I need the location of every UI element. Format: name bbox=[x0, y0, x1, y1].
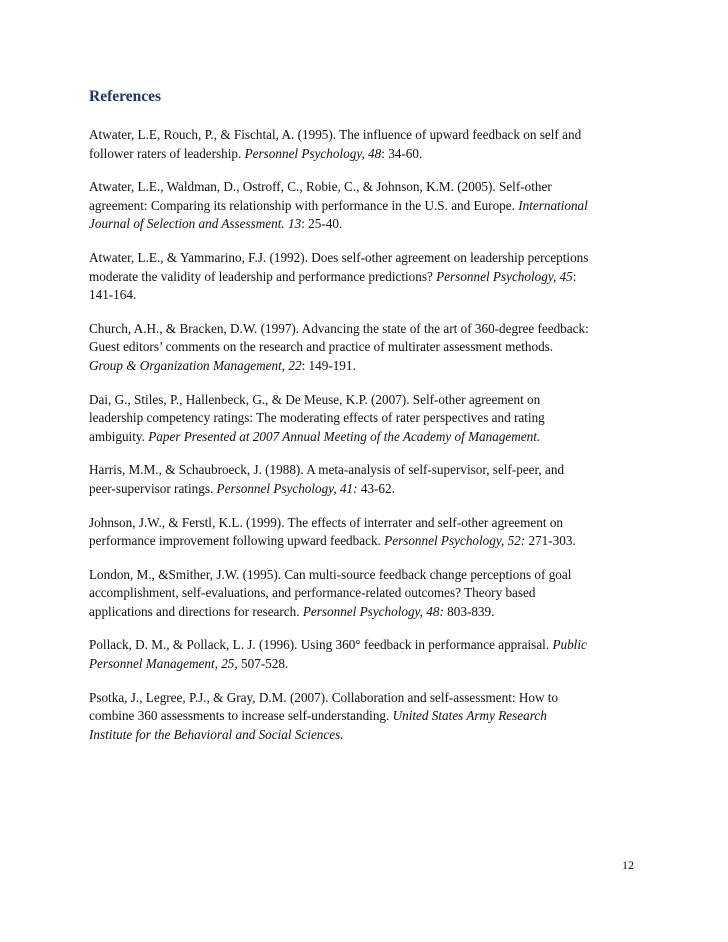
reference-text: Atwater, L.E, Rouch, P., & Fischtal, A. (1995). The influence of upward feedback on self and follower raters of leadership. bbox=[89, 127, 582, 161]
references-heading: References bbox=[89, 88, 162, 105]
page-number: 12 bbox=[622, 858, 634, 872]
reference-text: 271-303. bbox=[525, 533, 576, 549]
reference-entry bbox=[89, 566, 649, 622]
reference-source: Personnel Psychology, 48 bbox=[244, 145, 382, 161]
reference-text: 507-528. bbox=[237, 656, 289, 672]
reference-text: : 149-191. bbox=[301, 357, 356, 373]
reference-text: : 34-60. bbox=[381, 145, 423, 161]
reference-source: Group & Organization Management, 22 bbox=[89, 357, 302, 373]
reference-entry bbox=[89, 689, 649, 745]
reference-entry bbox=[89, 391, 649, 447]
reference-source: Paper Presented at 2007 Annual Meeting of the Academy of Management. bbox=[148, 428, 541, 444]
reference-source: Personnel Psychology, 48: bbox=[302, 603, 444, 619]
reference-entry bbox=[89, 249, 649, 305]
reference-text: : 141-164. bbox=[89, 268, 577, 303]
reference-text: London, M., &Smither, J.W. (1995). Can multi-source feedback change perceptions of goal accomplishment, self-evaluations, and performance-related outcomes? Theory based applications and directions for research. bbox=[89, 566, 572, 619]
reference-source: United States Army Research Institute for the Behavioral and Social Sciences. bbox=[89, 708, 547, 742]
reference-source: Personnel Psychology, 52: bbox=[384, 533, 526, 549]
reference-text: Pollack, D. M., & Pollack, L. J. (1996). Using 360° feedback in performance appraisal. bbox=[89, 637, 553, 653]
reference-source: International Journal of Selection and Assessment. 13 bbox=[89, 197, 588, 232]
reference-text: Atwater, L.E., Waldman, D., Ostroff, C., Robie, C., & Johnson, K.M. (2005). Self-other agreement: Comparing its relationship with performance in the U.S. and Europe. bbox=[89, 179, 552, 213]
reference-source: Personnel Psychology, 41: bbox=[216, 480, 358, 496]
reference-entry bbox=[89, 461, 649, 498]
reference-text: Church, A.H., & Bracken, D.W. (1997). Advancing the state of the art of 360-degree feedback: Guest editors’ comments on the research and practice of multirater assessment methods. bbox=[89, 320, 589, 355]
reference-text: Harris, M.M., & Schaubroeck, J. (1988). A meta-analysis of self-supervisor, self-peer, and peer-supervisor ratings. bbox=[89, 462, 565, 496]
reference-entry bbox=[89, 126, 649, 163]
reference-text: : 25-40. bbox=[301, 216, 343, 232]
reference-text: Dai, G., Stiles, P., Hallenbeck, G., & De Meuse, K.P. (2007). Self-other agreement on leadership competency ratings: The moderating effects of rater perspectives and rating ambiguity. bbox=[89, 391, 545, 444]
reference-entry bbox=[89, 514, 649, 551]
reference-source: Public Personnel Management, 25, bbox=[89, 637, 587, 672]
reference-text: Johnson, J.W., & Ferstl, K.L. (1999). The effects of interrater and self-other agreement on performance improvement following upward feedback. bbox=[89, 514, 564, 549]
reference-entry bbox=[89, 636, 649, 673]
reference-entry bbox=[89, 178, 649, 234]
reference-text: Atwater, L.E., & Yammarino, F.J. (1992). Does self-other agreement on leadership perceptions moderate the validity of leadership and performance predictions? bbox=[89, 249, 589, 284]
reference-text: 43-62. bbox=[357, 480, 395, 496]
reference-entry bbox=[89, 320, 649, 376]
reference-text: Psotka, J., Legree, P.J., & Gray, D.M. (2007). Collaboration and self-assessment: How to combine 360 assessments to increase self-understanding. bbox=[89, 689, 559, 724]
reference-text: 803-839. bbox=[443, 603, 495, 619]
references-list bbox=[89, 126, 649, 759]
reference-source: Personnel Psychology, 45 bbox=[436, 268, 573, 284]
